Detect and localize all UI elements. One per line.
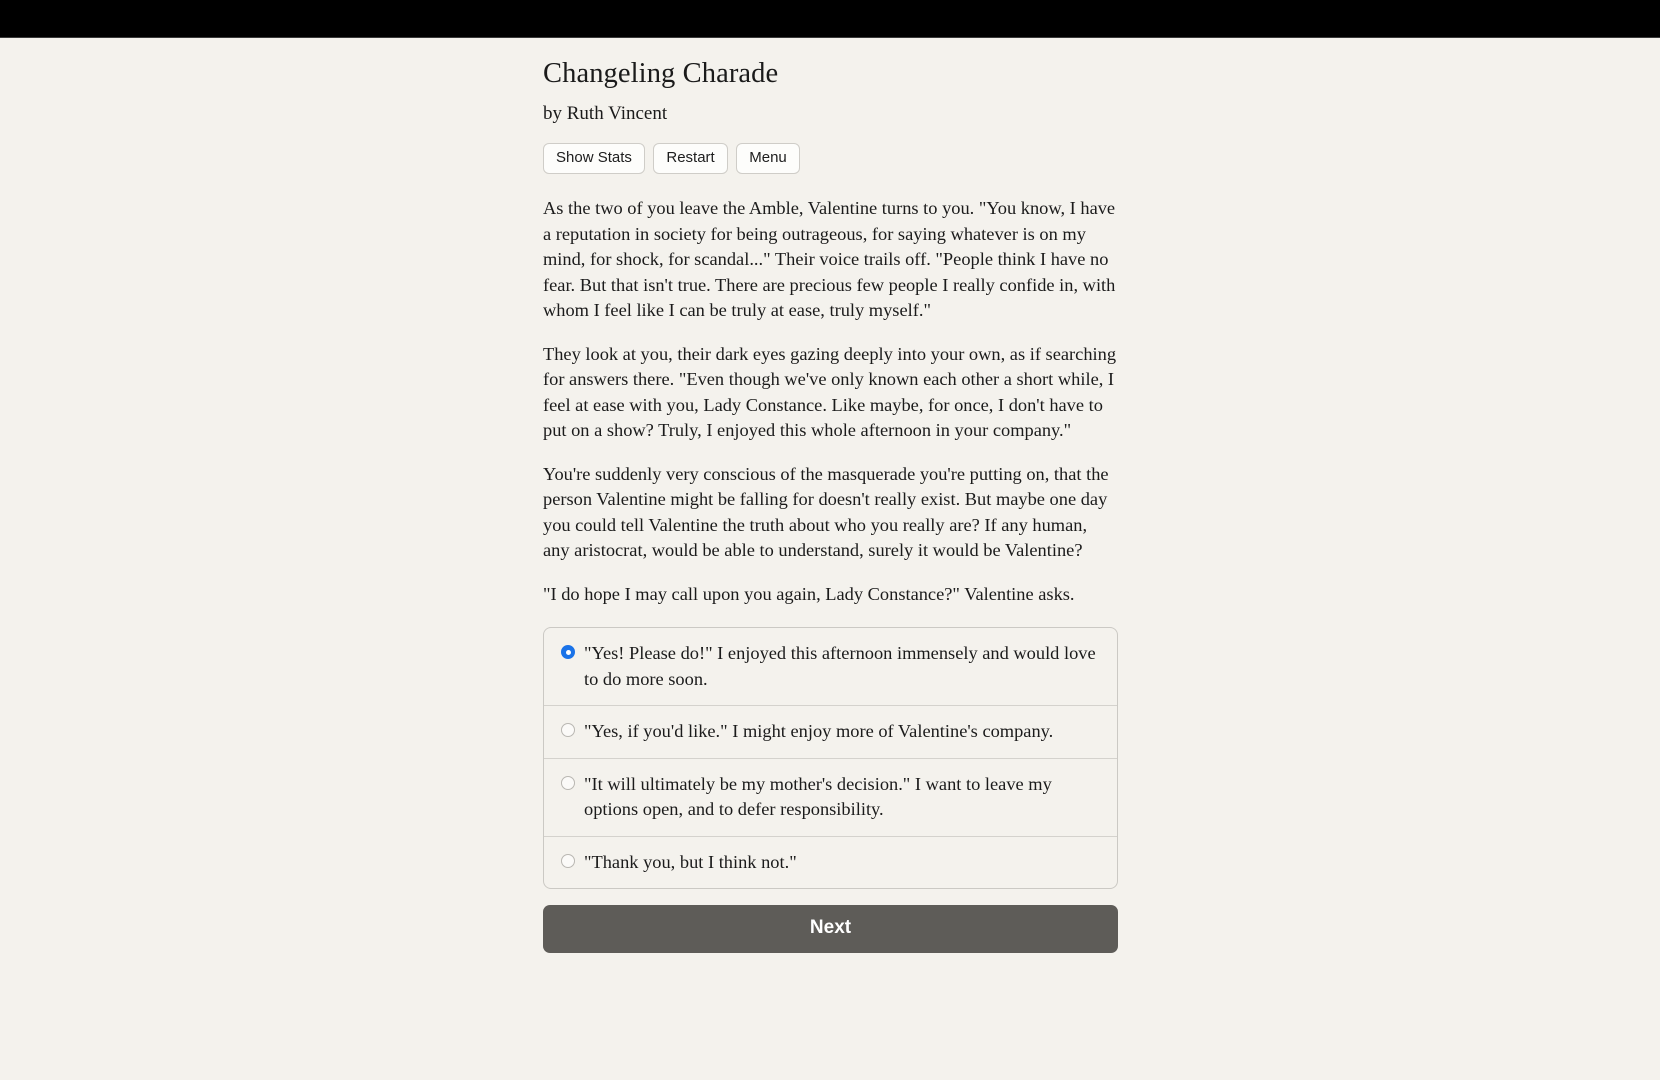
page-title: Changeling Charade [543,58,779,89]
page-surface [0,38,1660,1079]
choice-option[interactable] [544,705,1117,757]
show-stats-button[interactable]: Show Stats [543,143,645,174]
author-byline: by Ruth Vincent [543,102,668,124]
story-text [543,196,1118,607]
radio-button-icon[interactable] [561,723,575,737]
next-button[interactable]: Next [543,905,1118,953]
radio-button-icon[interactable] [561,645,575,659]
story-paragraph: As the two of you leave the Amble, Valentine turns to you. "You know, I have a reputation in society for being outrageous, for saying whatever is on my mind, for shock, for scandal..." Their voice trails off. "People think I have no fear. But that isn't true. There are precious few people I really confide in, with whom I feel like I can be truly at ease, truly myself." [543,198,1116,321]
radio-button-icon[interactable] [561,776,575,790]
choice-option[interactable] [544,836,1117,888]
browser-chrome-bar [0,0,1660,38]
menu-button[interactable]: Menu [736,143,800,174]
restart-button[interactable]: Restart [653,143,727,174]
game-toolbar [543,143,1118,174]
game-column [543,38,1118,953]
choice-list [543,627,1118,889]
story-paragraph: You're suddenly very conscious of the masquerade you're putting on, that the person Valentine might be falling for doesn't really exist. But maybe one day you could tell Valentine the truth about who you really are? If any human, any aristocrat, would be able to understand, surely it would be Valentine? [543,463,1109,561]
story-paragraph: They look at you, their dark eyes gazing deeply into your own, as if searching for answers there. "Even though we've only known each other a short while, I feel at ease with you, Lady Constance. Like maybe, for once, I don't have to put on a show? Truly, I enjoyed this whole afternoon in your company." [543,343,1117,441]
choice-label: "It will ultimately be my mother's decision." I want to leave my options open, and to defer responsibility. [584,773,1052,820]
choice-label: "Yes! Please do!" I enjoyed this afternoon immensely and would love to do more soon. [584,643,1096,689]
radio-button-icon[interactable] [561,854,575,868]
story-prompt: "I do hope I may call upon you again, Lady Constance?" Valentine asks. [543,583,1075,604]
choice-label: "Yes, if you'd like." I might enjoy more of Valentine's company. [584,721,1054,742]
choice-label: "Thank you, but I think not." [584,851,797,872]
choice-option[interactable] [544,628,1117,705]
choice-option[interactable] [544,758,1117,836]
